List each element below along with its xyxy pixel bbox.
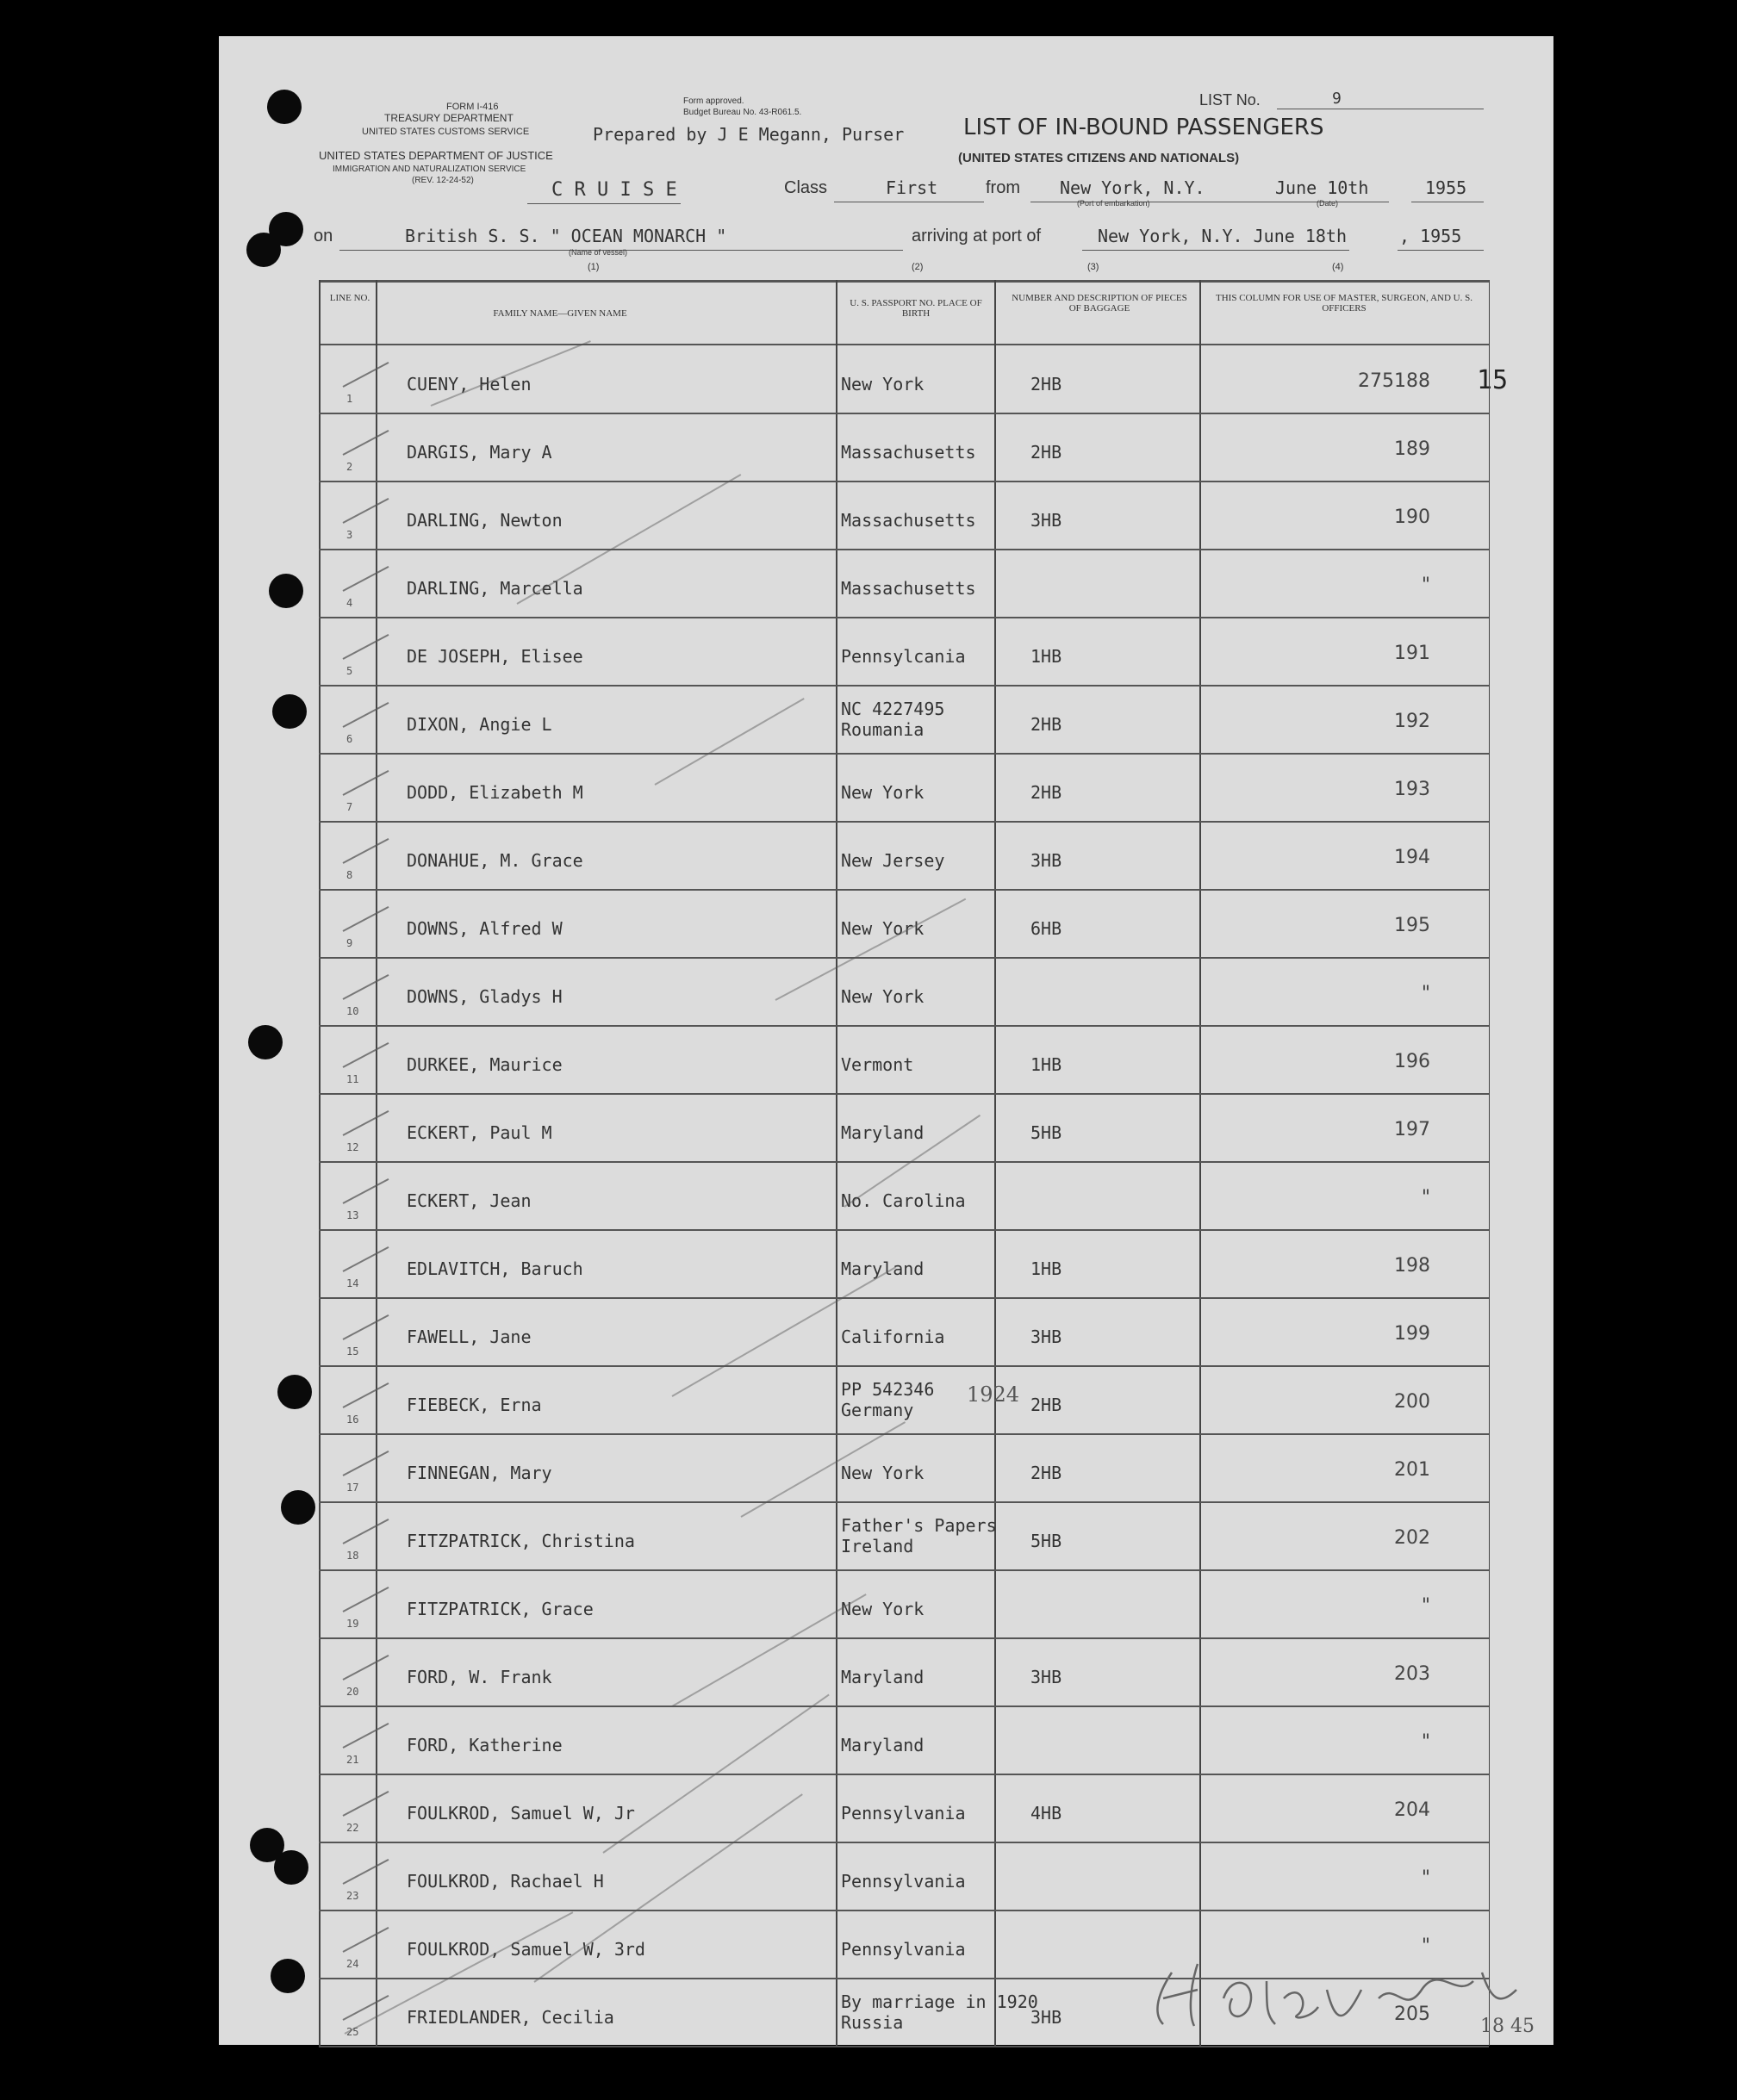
corner-note: 18 45 — [1480, 2016, 1535, 2037]
header-officers: THIS COLUMN FOR USE OF MASTER, SURGEON, AND U. S. OFFICERS — [1216, 293, 1472, 314]
birthplace: Massachusetts — [841, 442, 976, 463]
from-label: from — [986, 178, 1020, 197]
handwritten-note: 1924 — [967, 1382, 1020, 1407]
birthplace: California — [841, 1326, 945, 1347]
passenger-name: ECKERT, Paul M — [407, 1122, 552, 1143]
class-value: First — [886, 177, 938, 198]
passenger-name: FOULKROD, Samuel W, 3rd — [407, 1939, 645, 1960]
officer-mark: 195 — [1394, 915, 1430, 936]
dept-treasury: TREASURY DEPARTMENT — [384, 112, 514, 124]
row-line-number: 6 — [346, 733, 353, 745]
from-port: New York, N.Y. — [1060, 177, 1205, 198]
baggage: 5HB — [1030, 1122, 1062, 1143]
punch-hole — [269, 574, 303, 608]
officer-mark: " — [1421, 1935, 1430, 1957]
baggage: 2HB — [1030, 374, 1062, 395]
birthplace: New York — [841, 986, 925, 1007]
document-title: LIST OF IN-BOUND PASSENGERS — [963, 115, 1324, 140]
row-line-number: 14 — [346, 1277, 359, 1289]
officer-mark: 197 — [1394, 1119, 1430, 1140]
dept-immigration: IMMIGRATION AND NATURALIZATION SERVICE — [333, 165, 526, 174]
dept-justice: UNITED STATES DEPARTMENT OF JUSTICE — [319, 149, 553, 162]
officer-mark: 196 — [1394, 1051, 1430, 1072]
row-line-number: 11 — [346, 1073, 359, 1085]
row-line-number: 5 — [346, 665, 353, 677]
officer-mark: 202 — [1394, 1527, 1430, 1549]
officer-mark: 201 — [1394, 1459, 1430, 1481]
officer-mark: 190 — [1394, 506, 1430, 528]
passenger-name: DURKEE, Maurice — [407, 1054, 563, 1075]
baggage: 3HB — [1030, 850, 1062, 871]
birthplace: Massachusetts — [841, 510, 976, 531]
birthplace: New York — [841, 1463, 925, 1483]
row-line-number: 12 — [346, 1141, 359, 1153]
dept-customs: UNITED STATES CUSTOMS SERVICE — [362, 127, 530, 137]
passenger-name: DOWNS, Alfred W — [407, 918, 563, 939]
passenger-name: FORD, Katherine — [407, 1735, 563, 1755]
passenger-table — [319, 280, 1489, 2046]
baggage: 5HB — [1030, 1531, 1062, 1551]
baggage: 3HB — [1030, 1667, 1062, 1687]
row-line-number: 9 — [346, 937, 353, 949]
col-num-4: (4) — [1332, 262, 1344, 272]
birthplace: Massachusetts — [841, 578, 976, 599]
passenger-name: FAWELL, Jane — [407, 1326, 532, 1347]
row-line-number: 7 — [346, 801, 353, 813]
officer-mark: 198 — [1394, 1255, 1430, 1277]
form-number: FORM I-416 — [446, 102, 499, 112]
row-line-number: 2 — [346, 461, 353, 473]
row-line-number: 3 — [346, 529, 353, 541]
officer-mark: " — [1421, 1187, 1430, 1208]
baggage: 3HB — [1030, 1326, 1062, 1347]
officer-mark: 191 — [1394, 643, 1430, 664]
birthplace: New York — [841, 374, 925, 395]
officer-mark: 192 — [1394, 711, 1430, 732]
passenger-name: DODD, Elizabeth M — [407, 782, 583, 803]
birthplace: PP 542346 Germany — [841, 1379, 935, 1420]
header-line-no: LINE NO. — [329, 293, 370, 303]
baggage: 2HB — [1030, 782, 1062, 803]
vessel-caption: (Name of vessel) — [569, 248, 628, 257]
passenger-name: FITZPATRICK, Christina — [407, 1531, 635, 1551]
row-line-number: 15 — [346, 1345, 359, 1358]
punch-hole — [272, 694, 307, 729]
passenger-name: FITZPATRICK, Grace — [407, 1599, 594, 1619]
arriving-label: arriving at port of — [912, 227, 1042, 245]
list-no-label: LIST No. — [1199, 91, 1261, 109]
row-line-number: 4 — [346, 597, 353, 609]
passenger-name: DARGIS, Mary A — [407, 442, 552, 463]
birthplace: NC 4227495 Roumania — [841, 699, 945, 740]
officer-mark: 204 — [1394, 1799, 1430, 1821]
birthplace: Pennsylvania — [841, 1871, 966, 1892]
passenger-name: FRIEDLANDER, Cecilia — [407, 2007, 614, 2028]
birthplace: Vermont — [841, 1054, 914, 1075]
prepared-by: Prepared by J E Megann, Purser — [593, 124, 905, 145]
date-caption: (Date) — [1317, 199, 1339, 208]
birthplace: New York — [841, 782, 925, 803]
header-baggage: NUMBER AND DESCRIPTION OF PIECES OF BAGGAGE — [1012, 293, 1187, 314]
row-line-number: 22 — [346, 1822, 359, 1834]
punch-hole — [271, 1959, 305, 1993]
budget-bureau: Budget Bureau No. 43-R061.5. — [683, 108, 802, 117]
baggage: 2HB — [1030, 442, 1062, 463]
punch-hole — [274, 1850, 308, 1885]
signature — [1223, 2007, 1228, 2008]
form-approved: Form approved. — [683, 96, 744, 106]
officer-mark: " — [1421, 575, 1430, 596]
officer-mark: 189 — [1394, 438, 1430, 460]
officer-mark: " — [1421, 1595, 1430, 1617]
passenger-name: CUENY, Helen — [407, 374, 532, 395]
baggage: 1HB — [1030, 646, 1062, 667]
row-line-number: 20 — [346, 1686, 359, 1698]
baggage: 2HB — [1030, 1395, 1062, 1415]
departure-year: 1955 — [1425, 177, 1467, 198]
punch-hole — [277, 1375, 312, 1409]
header-passport: U. S. PASSPORT NO. PLACE OF BIRTH — [850, 298, 982, 319]
baggage: 2HB — [1030, 1463, 1062, 1483]
birthplace: Father's Papers Ireland — [841, 1515, 997, 1556]
officer-mark: 200 — [1394, 1391, 1430, 1413]
row-line-number: 19 — [346, 1618, 359, 1630]
col-num-1: (1) — [588, 262, 600, 272]
punch-hole — [246, 233, 281, 267]
passenger-name: EDLAVITCH, Baruch — [407, 1258, 583, 1279]
row-line-number: 24 — [346, 1958, 359, 1970]
baggage: 6HB — [1030, 918, 1062, 939]
port-caption: (Port of embarkation) — [1077, 199, 1150, 208]
baggage: 1HB — [1030, 1258, 1062, 1279]
birthplace: New York — [841, 1599, 925, 1619]
passenger-name: DOWNS, Gladys H — [407, 986, 563, 1007]
row-line-number: 18 — [346, 1550, 359, 1562]
birthplace: Maryland — [841, 1667, 925, 1687]
row-line-number: 1 — [346, 393, 353, 405]
col-num-3: (3) — [1087, 262, 1099, 272]
birthplace: Pennsylvania — [841, 1803, 966, 1824]
birthplace: Maryland — [841, 1122, 925, 1143]
passenger-name: DIXON, Angie L — [407, 714, 552, 735]
row-line-number: 13 — [346, 1209, 359, 1221]
birthplace: By marriage in 1920 Russia — [841, 1991, 1038, 2033]
row-line-number: 21 — [346, 1754, 359, 1766]
arrival-year: , 1955 — [1399, 226, 1462, 246]
birthplace: Pennsylcania — [841, 646, 966, 667]
arrival-port: New York, N.Y. June 18th — [1098, 226, 1347, 246]
row-line-number: 8 — [346, 869, 353, 881]
vessel-name: British S. S. " OCEAN MONARCH " — [405, 226, 727, 246]
birthplace: Maryland — [841, 1258, 925, 1279]
passenger-name: ECKERT, Jean — [407, 1190, 532, 1211]
officer-mark: " — [1421, 1867, 1430, 1889]
passenger-name: FORD, W. Frank — [407, 1667, 552, 1687]
class-label: Class — [784, 178, 828, 197]
document-subtitle: (UNITED STATES CITIZENS AND NATIONALS) — [958, 151, 1240, 165]
row-line-number: 16 — [346, 1413, 359, 1426]
passenger-name: DE JOSEPH, Elisee — [407, 646, 583, 667]
baggage: 4HB — [1030, 1803, 1062, 1824]
officer-mark: 205 — [1394, 2004, 1430, 2025]
punch-hole — [267, 90, 302, 124]
officer-mark: 194 — [1394, 847, 1430, 868]
page-number: 15 — [1477, 365, 1509, 395]
birthplace: New Jersey — [841, 850, 945, 871]
passenger-name: FOULKROD, Rachael H — [407, 1871, 604, 1892]
row-line-number: 10 — [346, 1005, 359, 1017]
officer-mark: 193 — [1394, 779, 1430, 800]
list-number: 9 — [1332, 90, 1342, 108]
passenger-name: FOULKROD, Samuel W, Jr — [407, 1803, 635, 1824]
officer-mark: 203 — [1394, 1663, 1430, 1685]
baggage: 3HB — [1030, 510, 1062, 531]
officer-mark: 275188 — [1358, 370, 1430, 392]
passenger-name: DONAHUE, M. Grace — [407, 850, 583, 871]
form-revision: (REV. 12-24-52) — [412, 176, 474, 185]
cruise-label: C R U I S E — [551, 179, 677, 201]
punch-hole — [248, 1025, 283, 1059]
passenger-name: FIEBECK, Erna — [407, 1395, 542, 1415]
header-name: FAMILY NAME—GIVEN NAME — [493, 308, 627, 319]
row-line-number: 23 — [346, 1890, 359, 1902]
birthplace: Maryland — [841, 1735, 925, 1755]
passenger-name: DARLING, Marcella — [407, 578, 583, 599]
officer-mark: " — [1421, 983, 1430, 1004]
officer-mark: " — [1421, 1731, 1430, 1753]
officer-mark: 199 — [1394, 1323, 1430, 1345]
birthplace: New York — [841, 918, 925, 939]
col-num-2: (2) — [912, 262, 924, 272]
birthplace: Pennsylvania — [841, 1939, 966, 1960]
birthplace: No. Carolina — [841, 1190, 966, 1211]
passenger-name: DARLING, Newton — [407, 510, 563, 531]
row-line-number: 17 — [346, 1482, 359, 1494]
on-label: on — [314, 227, 333, 245]
punch-hole — [281, 1490, 315, 1525]
passenger-name: FINNEGAN, Mary — [407, 1463, 552, 1483]
departure-date: June 10th — [1275, 177, 1369, 198]
baggage: 3HB — [1030, 2007, 1062, 2028]
row-line-number: 25 — [346, 2026, 359, 2038]
baggage: 2HB — [1030, 714, 1062, 735]
baggage: 1HB — [1030, 1054, 1062, 1075]
